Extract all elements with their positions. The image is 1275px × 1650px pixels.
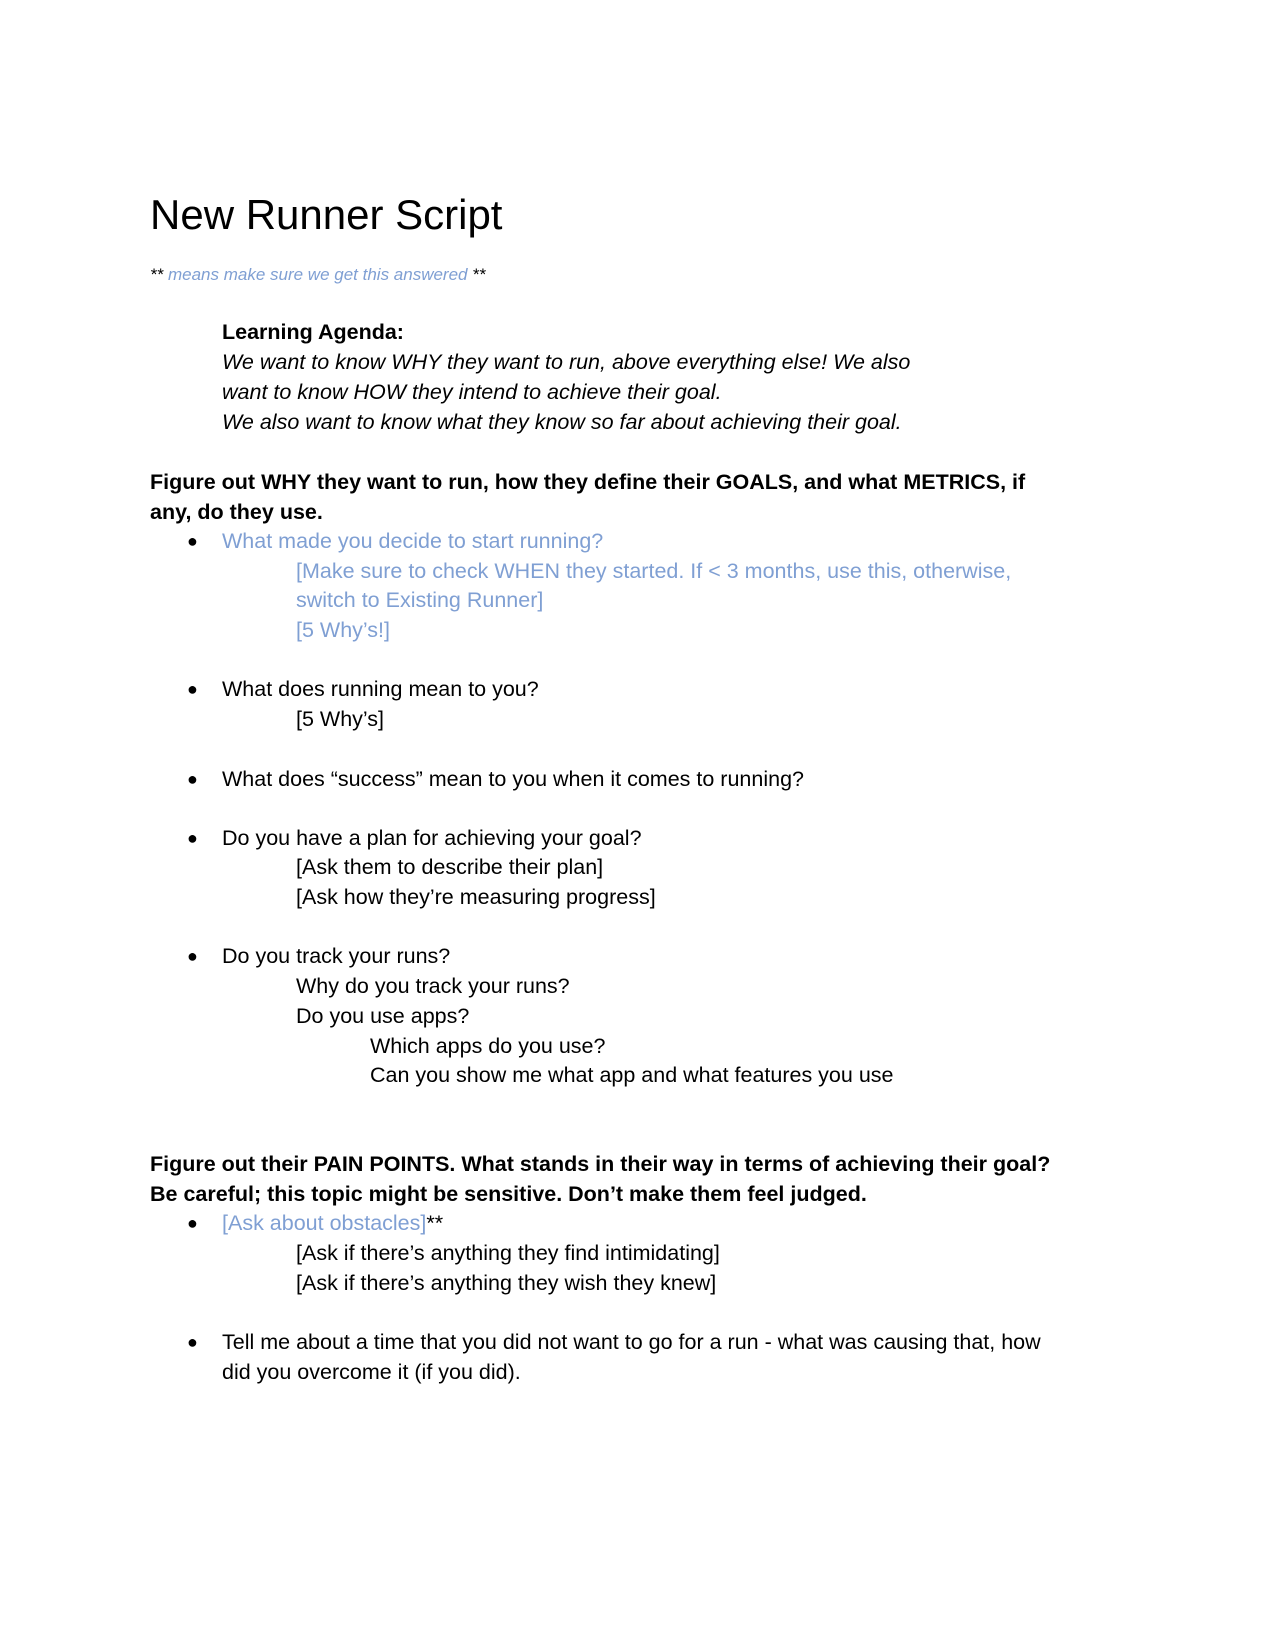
bullet-icon: ● (187, 1332, 198, 1352)
bullet-icon: ● (187, 946, 198, 966)
question-item: Do you track your runs? (222, 944, 451, 968)
question-item (222, 1209, 443, 1237)
question-text: [Ask about obstacles] (222, 1211, 427, 1235)
legend-suffix: ** (472, 265, 486, 284)
section-heading: Be careful; this topic might be sensitive. Don’t make them feel judged. (150, 1182, 867, 1206)
question-note: [Ask if there’s anything they find intimidating] (296, 1241, 720, 1265)
section-heading: Figure out WHY they want to run, how they define their GOALS, and what METRICS, if (150, 470, 1026, 494)
question-item: Do you have a plan for achieving your goal? (222, 826, 642, 850)
bullet-icon: ● (187, 679, 198, 699)
sub-question: Why do you track your runs? (296, 974, 570, 998)
section-heading: any, do they use. (150, 500, 323, 524)
sub-sub-question: Can you show me what app and what features you use (370, 1063, 894, 1087)
question-note: [Make sure to check WHEN they started. If < 3 months, use this, otherwise, (296, 559, 1012, 583)
legend-note (150, 264, 485, 286)
learning-agenda-line: want to know HOW they intend to achieve their goal. (222, 380, 722, 404)
question-note: [Ask them to describe their plan] (296, 855, 604, 879)
legend-text: means make sure we get this answered (167, 265, 468, 284)
question-item: What made you decide to start running? (222, 529, 604, 553)
bullet-icon: ● (187, 1213, 198, 1233)
question-item: What does “success” mean to you when it comes to running? (222, 767, 804, 791)
question-note: [Ask how they’re measuring progress] (296, 885, 656, 909)
sub-sub-question: Which apps do you use? (370, 1034, 606, 1058)
document-title: New Runner Script (150, 191, 503, 238)
question-item-continued: did you overcome it (if you did). (222, 1360, 521, 1384)
question-note: switch to Existing Runner] (296, 588, 544, 612)
learning-agenda-line: We want to know WHY they want to run, above everything else! We also (222, 350, 911, 374)
sub-question: Do you use apps? (296, 1004, 470, 1028)
question-item: Tell me about a time that you did not want to go for a run - what was causing that, how (222, 1330, 1041, 1354)
question-note: [5 Why’s!] (296, 618, 390, 642)
learning-agenda-heading: Learning Agenda: (222, 320, 404, 344)
section-heading: Figure out their PAIN POINTS. What stands in their way in terms of achieving their goal? (150, 1152, 1051, 1176)
bullet-icon: ● (187, 828, 198, 848)
required-marker: ** (426, 1211, 444, 1235)
bullet-icon: ● (187, 531, 198, 551)
legend-prefix: ** (150, 265, 164, 284)
question-note: [Ask if there’s anything they wish they knew] (296, 1271, 717, 1295)
question-item: What does running mean to you? (222, 677, 539, 701)
bullet-icon: ● (187, 769, 198, 789)
learning-agenda-line: We also want to know what they know so far about achieving their goal. (222, 410, 902, 434)
question-note: [5 Why’s] (296, 707, 385, 731)
